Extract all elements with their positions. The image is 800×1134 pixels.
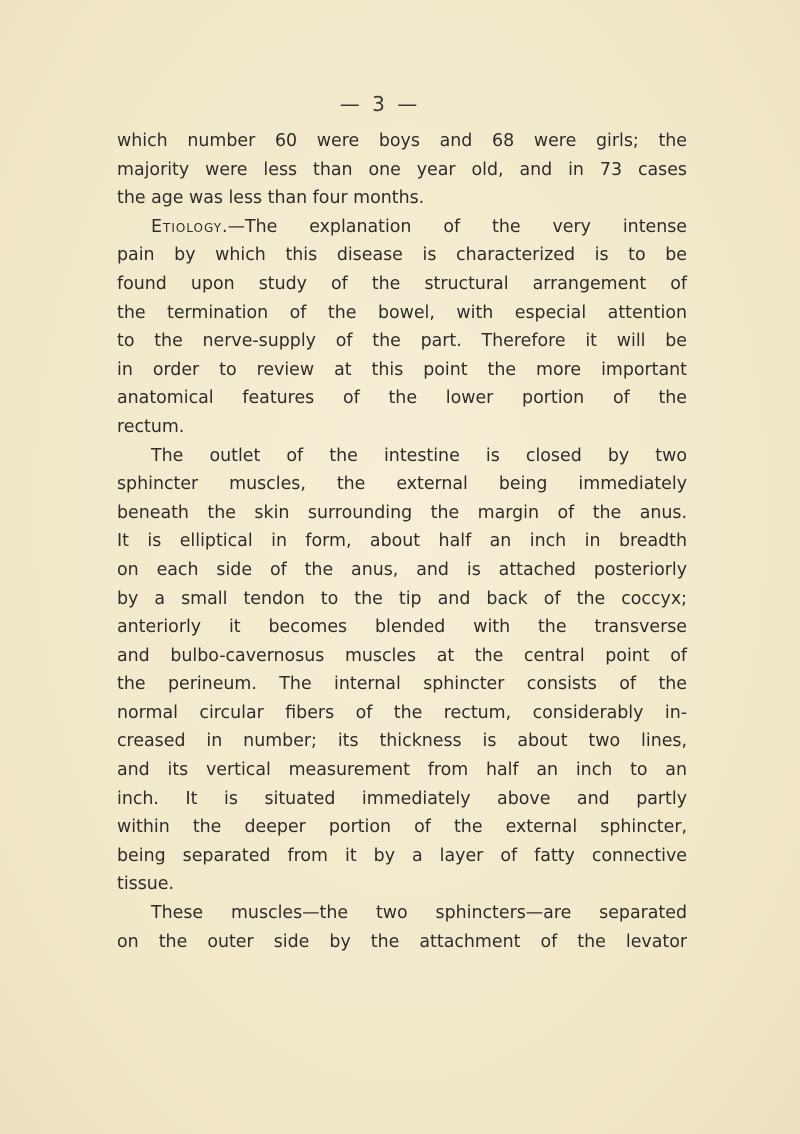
text-line: on the outer side by the attachment of the levator <box>117 931 687 952</box>
text-line: and bulbo-cavernosus muscles at the central point of <box>117 645 687 666</box>
text-line: beneath the skin surrounding the margin of the anus. <box>117 502 687 523</box>
text-line: within the deeper portion of the external sphincter, <box>117 817 687 838</box>
text-line: the age was less than four months. <box>117 188 425 209</box>
text-line: to the nerve-supply of the part. Therefore it will be <box>117 331 687 352</box>
text-line: being separated from it by a layer of fatty connective <box>117 845 687 866</box>
section-heading: Etiology <box>151 216 223 237</box>
text-line: on each side of the anus, and is attached posteriorly <box>117 559 687 580</box>
text-line: sphincter muscles, the external being immediately <box>117 474 687 495</box>
text-line: which number 60 were boys and 68 were girls; the <box>117 131 687 151</box>
text-line: and its vertical measurement from half an inch to an <box>117 760 687 781</box>
text-line: normal circular fibers of the rectum, considerably in- <box>117 702 687 723</box>
page-number: — 3 — <box>339 92 421 116</box>
text-line: tissue. <box>117 874 175 895</box>
body-text <box>117 127 687 956</box>
text-line: pain by which this disease is characterized is to be <box>117 245 687 266</box>
text-line: inch. It is situated immediately above and partly <box>117 788 687 809</box>
text-line: the perineum. The internal sphincter consists of the <box>117 674 687 695</box>
text-line: in order to review at this point the more important <box>117 359 687 380</box>
text-line: rectum. <box>117 416 185 437</box>
text-line: The outlet of the intestine is closed by two <box>151 445 687 466</box>
text-line: by a small tendon to the tip and back of the coccyx; <box>117 588 687 609</box>
text-line: anteriorly it becomes blended with the transverse <box>117 617 687 638</box>
text-line: anatomical features of the lower portion of the <box>117 388 687 409</box>
text-line: It is elliptical in form, about half an inch in breadth <box>117 531 687 552</box>
section-heading-line <box>117 213 687 242</box>
text-line: creased in number; its thickness is about two lines, <box>117 731 687 752</box>
text-line-rest: .—The explanation of the very intense <box>222 216 687 237</box>
text-line: found upon study of the structural arrangement of <box>117 273 687 294</box>
text-line: the termination of the bowel, with especial attention <box>117 302 687 323</box>
text-line: These muscles—the two sphincters—are separated <box>151 903 687 924</box>
text-line: majority were less than one year old, and in 73 cases <box>117 159 687 180</box>
